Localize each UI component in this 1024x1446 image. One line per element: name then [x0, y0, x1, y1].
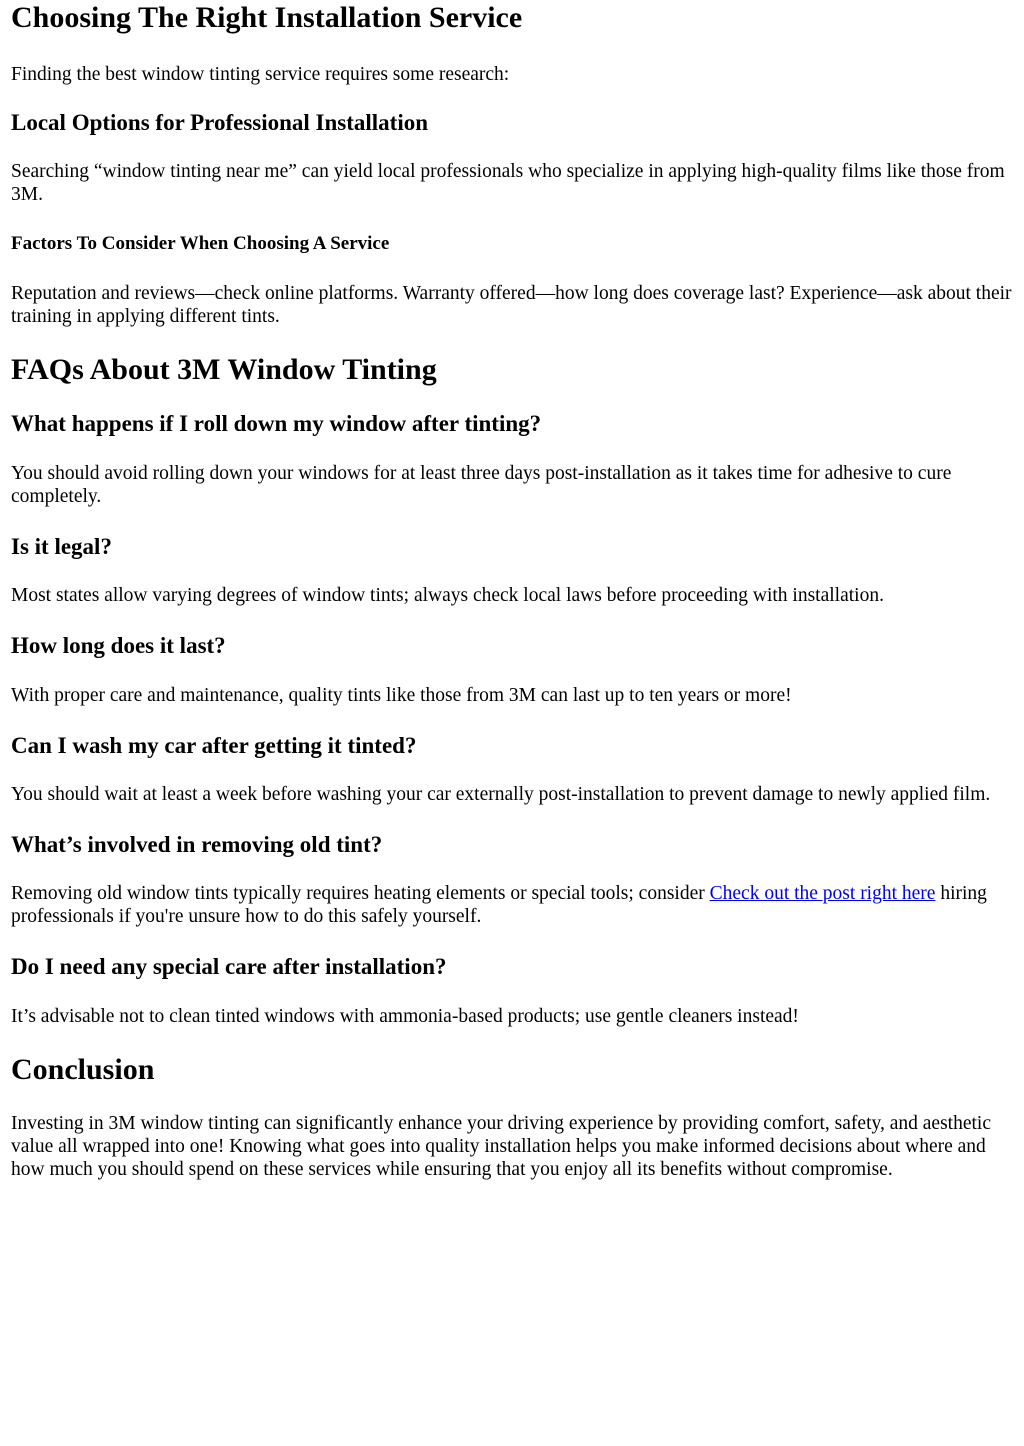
faqs-heading: FAQs About 3M Window Tinting — [11, 352, 437, 386]
faq-answer: It’s advisable not to clean tinted windows with ammonia-based products; use gentle cleaners instead! — [11, 1005, 799, 1027]
install-intro-paragraph: Finding the best window tinting service requires some research: — [11, 63, 510, 85]
faq-question: Can I wash my car after getting it tinted? — [11, 732, 417, 758]
faq-answer: Most states allow varying degrees of window tints; always check local laws before proceeding with installation. — [11, 585, 884, 607]
faq-answer: You should avoid rolling down your windows for at least three days post-installation as it takes time for adhesive to cure completely. — [11, 462, 952, 507]
factors-paragraph: Reputation and reviews—check online platforms. Warranty offered—how long does coverage last? Experience—ask about their training in applying different tints. — [11, 282, 1012, 327]
local-options-heading: Local Options for Professional Installation — [11, 109, 429, 135]
faq-answer-text-before: Removing old window tints typically requires heating elements or special tools; consider — [11, 883, 710, 905]
faq-answer-text-after: hiring professionals if you're unsure how to do this safely yourself. — [11, 883, 987, 928]
faq-question: Do I need any special care after installation? — [11, 954, 447, 980]
faq-answer: You should wait at least a week before washing your car externally post-installation to prevent damage to newly applied film. — [11, 784, 991, 806]
install-section-heading: Choosing The Right Installation Service — [11, 1, 523, 34]
local-options-paragraph: Searching “window tinting near me” can yield local professionals who specialize in applying high-quality films like those from 3M. — [11, 160, 1005, 205]
faq-answer: With proper care and maintenance, quality tints like those from 3M can last up to ten years or more! — [11, 684, 792, 706]
faq-question: What’s involved in removing old tint? — [11, 832, 383, 858]
post-link[interactable]: Check out the post right here — [709, 883, 936, 905]
factors-heading: Factors To Consider When Choosing A Service — [11, 232, 390, 254]
faq-question: How long does it last? — [11, 633, 226, 659]
conclusion-heading: Conclusion — [11, 1052, 155, 1086]
conclusion-paragraph: Investing in 3M window tinting can significantly enhance your driving experience by providing comfort, safety, and aesthetic value all wrapped into one! Knowing what goes into quality installation helps you make informed decisions about where and how much you should spend on these services while ensuring that you enjoy all its benefits without compromise. — [11, 1113, 991, 1181]
faq-question: Is it legal? — [11, 533, 112, 559]
faq-answer-with-link — [11, 882, 1013, 928]
faq-question: What happens if I roll down my window after tinting? — [11, 411, 542, 437]
